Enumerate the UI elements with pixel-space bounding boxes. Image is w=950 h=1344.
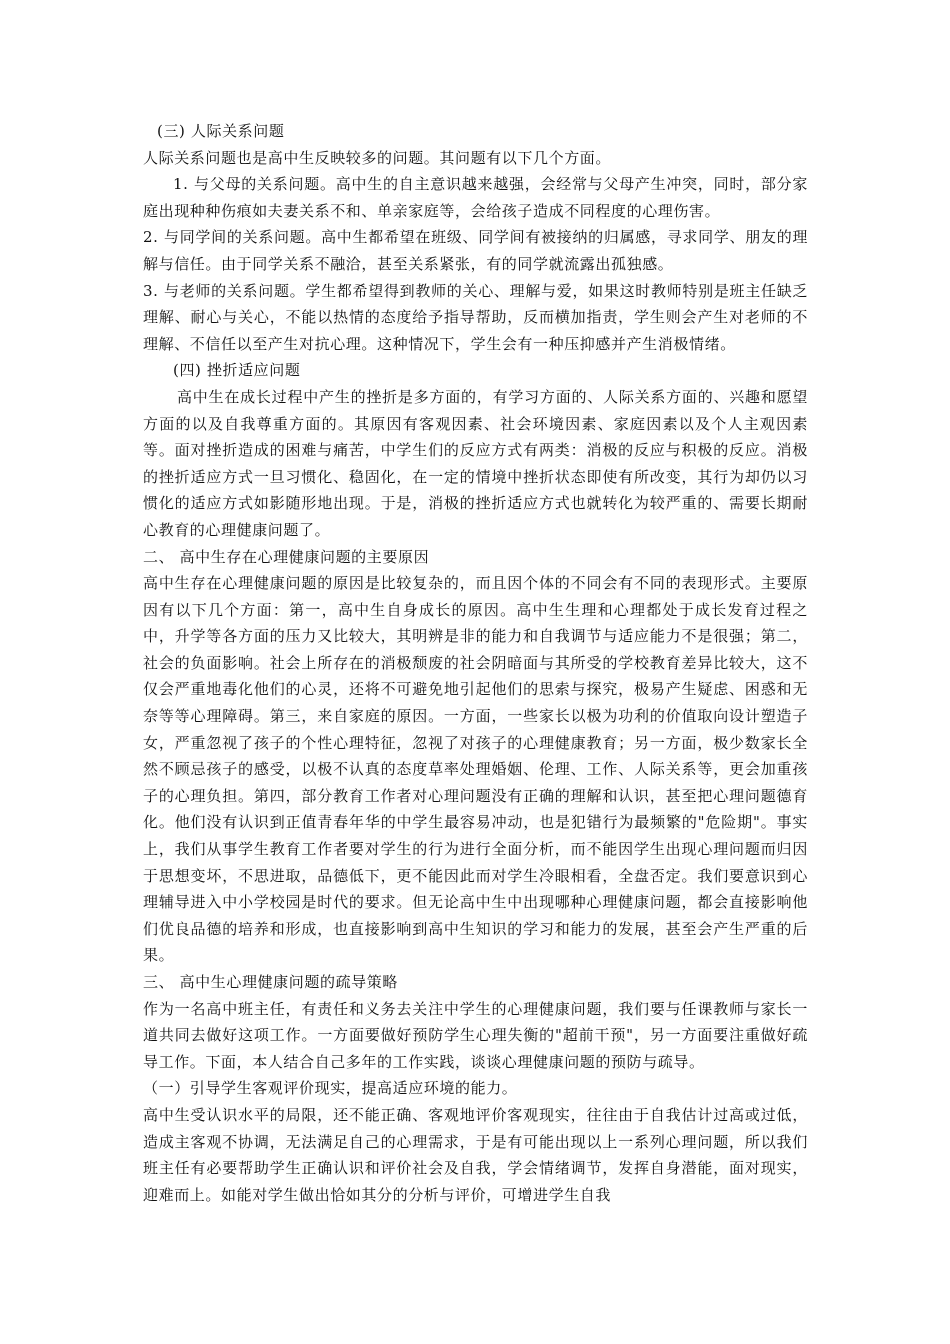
paragraph-classmates-relationship: 2. 与同学间的关系问题。高中生都希望在班级、同学间有被接纳的归属感，寻求同学、朋友的理解与信任。由于同学关系不融洽，甚至关系紧张，有的同学就流露出孤独感。	[143, 228, 808, 273]
subsection-heading-objective-evaluation: （一）引导学生客观评价现实，提高适应环境的能力。	[143, 1079, 518, 1098]
section-heading-frustration: (四) 挫折适应问题	[173, 361, 301, 380]
section-heading-strategies: 三、 高中生心理健康问题的疏导策略	[143, 973, 398, 991]
paragraph-interpersonal-intro: 人际关系问题也是高中生反映较多的问题。其问题有以下几个方面。	[143, 148, 612, 167]
section-heading-causes: 二、 高中生存在心理健康问题的主要原因	[143, 547, 430, 566]
paragraph-objective-evaluation: 高中生受认识水平的局限，还不能正确、客观地评价客观现实，往往由于自我估计过高或过低，造成主客观不协调，无法满足自己的心理需求，于是有可能出现以上一系列心理问题，所以我们班主任有必要帮助学生正确认识和评价社会及自我，学会情绪调节，发挥自身潜能，面对现实，迎难而上。如能对学生做出恰如其分的分析与评价，可增进学生自我	[143, 1105, 808, 1204]
section-heading-interpersonal: (三) 人际关系问题	[157, 122, 285, 140]
paragraph-parents-relationship: 1. 与父母的关系问题。高中生的自主意识越来越强，会经常与父母产生冲突，同时，部分家庭出现种种伤痕如夫妻关系不和、单亲家庭等，会给孩子造成不同程度的心理伤害。	[143, 175, 808, 220]
paragraph-strategies-intro: 作为一名高中班主任，有责任和义务去关注中学生的心理健康问题，我们要与任课教师与家长一道共同去做好这项工作。一方面要做好预防学生心理失衡的"超前干预"，另一方面要注重做好疏导工作。下面，本人结合自己多年的工作实践，谈谈心理健康问题的预防与疏导。	[143, 999, 808, 1071]
paragraph-causes: 高中生存在心理健康问题的原因是比较复杂的，而且因个体的不同会有不同的表现形式。主要原因有以下几个方面：第一，高中生自身成长的原因。高中生生理和心理都处于成长发育过程之中，升学等各方面的压力又比较大，其明辨是非的能力和自我调节与适应能力不是很强；第二，社会的负面影响。社会上所存在的消极颓废的社会阴暗面与其所受的学校教育差异比较大，这不仅会严重地毒化他们的心灵，还将不可避免地引起他们的思索与探究，极易产生疑虑、困惑和无奈等等心理障碍。第三，来自家庭的原因。一方面，一些家长以极为功利的价值取向设计塑造子女，严重忽视了孩子的个性心理特征，忽视了对孩子的心理健康教育；另一方面，极少数家长全然不顾忌孩子的感受，以极不认真的态度草率处理婚姻、伦理、工作、人际关系等，更会加重孩子的心理负担。第四，部分教育工作者对心理问题没有正确的理解和认识，甚至把心理问题德育化。他们没有认识到正值青春年华的中学生最容易冲动，也是犯错行为最频繁的"危险期"。事实上，我们从事学生教育工作者要对学生的行为进行全面分析，而不能因学生出现心理问题而归因于思想变坏，不思进取，品德低下，更不能因此而对学生冷眼相看，全盘否定。我们要意识到心理辅导进入中小学校园是时代的要求。但无论高中生中出现哪种心理健康问题，都会直接影响他们优良品德的培养和形成，也直接影响到高中生知识的学习和能力的发展，甚至会产生严重的后果。	[143, 574, 808, 965]
document-body	[143, 118, 808, 1208]
paragraph-teachers-relationship: 3. 与老师的关系问题。学生都希望得到教师的关心、理解与爱，如果这时教师特别是班主任缺乏理解、耐心与关心，不能以热情的态度给予指导帮助，反而横加指责，学生则会产生对老师的不理解、不信任以至产生对抗心理。这种情况下，学生会有一种压抑感并产生消极情绪。	[143, 281, 808, 353]
paragraph-frustration-adaptation: 高中生在成长过程中产生的挫折是多方面的，有学习方面的、人际关系方面的、兴趣和愿望方面的以及自我尊重方面的。其原因有客观因素、社会环境因素、家庭因素以及个人主观因素等。面对挫折造成的困难与痛苦，中学生们的反应方式有两类：消极的反应与积极的反应。消极的挫折适应方式一旦习惯化、稳固化，在一定的情境中挫折状态即使有所改变，其行为却仍以习惯化的适应方式如影随形地出现。于是，消极的挫折适应方式也就转化为较严重的、需要长期耐心教育的心理健康问题了。	[143, 387, 808, 539]
